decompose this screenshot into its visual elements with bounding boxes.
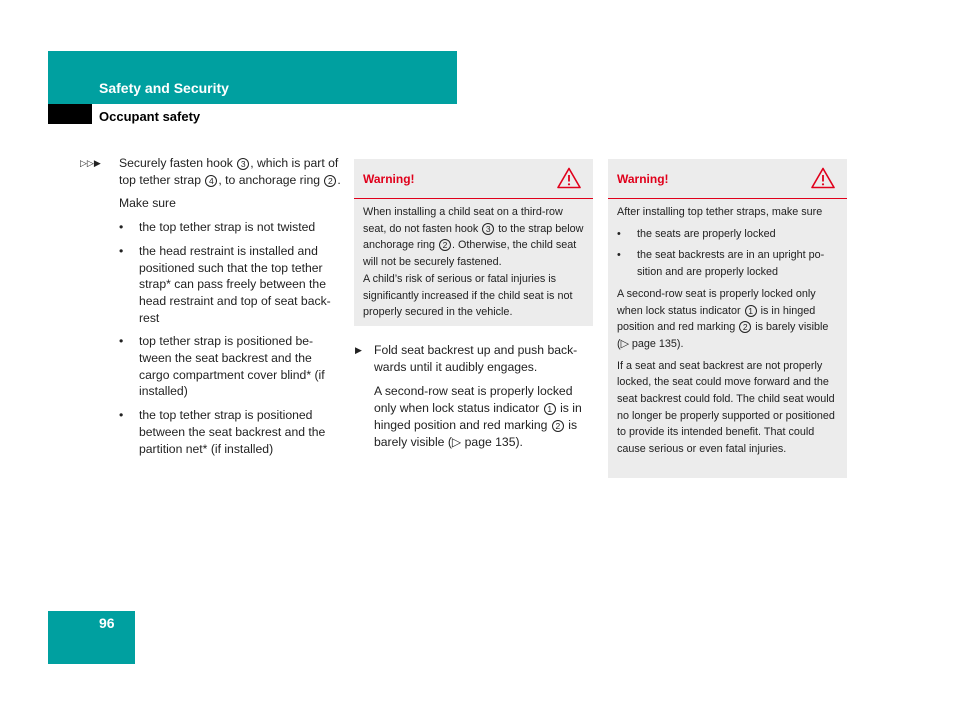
warning-text: is barely visible (▷ page 135). [617,321,829,350]
list-item-text: the top tether strap is positioned between the seat backrest and the partition net* (if installed) [139,408,326,456]
list-item-text: the head restraint is installed and positioned such that the top tether strap* can pass freely between the head restraint and top of seat back-rest [139,243,331,325]
instruction-step [355,342,595,375]
header-band [48,51,457,104]
bullet-icon: • [617,249,621,262]
list-item [119,407,342,457]
subsection-title: Occupant safety [99,109,201,124]
make-sure-label: Make sure [119,196,176,211]
callout-number: 2 [552,420,564,432]
bullet-icon: • [119,243,124,258]
warning-paragraph: If a seat and seat backrest are not properly locked, the seat could move forward and the seat backrest could fold. The child seat would no longer be properly supported or positioned to provide its intended benefit. That could cause serious or even fatal injuries. [617,359,835,456]
step-text: Securely fasten hook [119,156,237,170]
warning-body [608,199,847,466]
list-item [119,333,342,400]
warning-text: A second-row seat is properly locked only when lock status indicator [617,287,816,317]
callout-number: 2 [324,175,336,187]
callout-number: 3 [237,158,249,170]
warning-intro: After installing top tether straps, make sure [617,206,823,218]
warning-label: Warning! [363,172,415,186]
callout-number: 1 [745,305,757,317]
list-item [617,247,838,280]
page-number: 96 [99,615,115,631]
warning-triangle-icon [557,167,581,189]
warning-paragraph [363,204,584,271]
step-text: , to anchorage ring [218,172,324,187]
subsection-marker [48,104,92,124]
warning-box-tether-straps [608,159,847,478]
list-item-text: the seats are properly locked [637,227,776,240]
step-text: , which is part of top tether strap [119,156,339,187]
step-result [355,383,595,450]
callout-number: 2 [739,321,751,333]
warning-label: Warning! [617,172,669,186]
section-title: Safety and Security [99,80,229,96]
warning-text: to the strap below anchorage ring [363,222,584,252]
list-item [617,226,838,243]
checklist [80,219,342,457]
list-item-text: the seat backrests are in an upright po-sition and are properly locked [637,249,825,279]
warning-paragraph: A child’s risk of serious or fatal injuries is significantly increased if the child seat is not properly secured in the vehicle. [363,272,573,319]
list-item-text: top tether strap is positioned be-tween the seat backrest and the cargo compartment cover blind* (if installed) [139,334,325,399]
step-text: . [337,172,341,187]
continued-step-arrow-icon: ▷▷▶ [80,158,101,168]
continued-step [80,155,342,188]
bullet-icon: • [119,334,124,349]
fold-backrest-column [355,342,595,450]
result-text: is in hinged position and red marking [374,401,582,432]
step-arrow-icon: ▶ [355,345,362,355]
callout-number: 3 [482,223,494,235]
warning-checklist [617,226,838,281]
result-text: is barely visible (▷ page 135). [374,417,578,449]
bullet-icon: • [119,220,124,235]
warning-text: is in hinged position and red marking [617,304,816,334]
warning-box-third-row [354,159,593,326]
warning-header [354,159,593,199]
list-item [119,243,342,327]
warning-triangle-icon [811,167,835,189]
warning-header [608,159,847,199]
list-item [119,219,342,236]
list-item-text: the top tether strap is not twisted [139,220,316,235]
callout-number: 4 [205,175,217,187]
bullet-icon: • [119,408,124,423]
page-number-band [48,611,135,664]
warning-text: When installing a child seat on a third-row seat, do not fasten hook [363,206,563,235]
result-text: A second-row seat is properly locked only when lock status indicator [374,384,573,416]
instructions-column [80,155,342,457]
step-text: Fold seat backrest up and push back-wards until it audibly engages. [374,343,578,374]
callout-number: 1 [544,403,556,415]
callout-number: 2 [439,239,451,251]
warning-paragraph [617,286,838,353]
bullet-icon: • [617,227,621,240]
warning-body [354,199,593,329]
warning-text: . Otherwise, the child seat will not be securely fastened. [363,239,577,269]
